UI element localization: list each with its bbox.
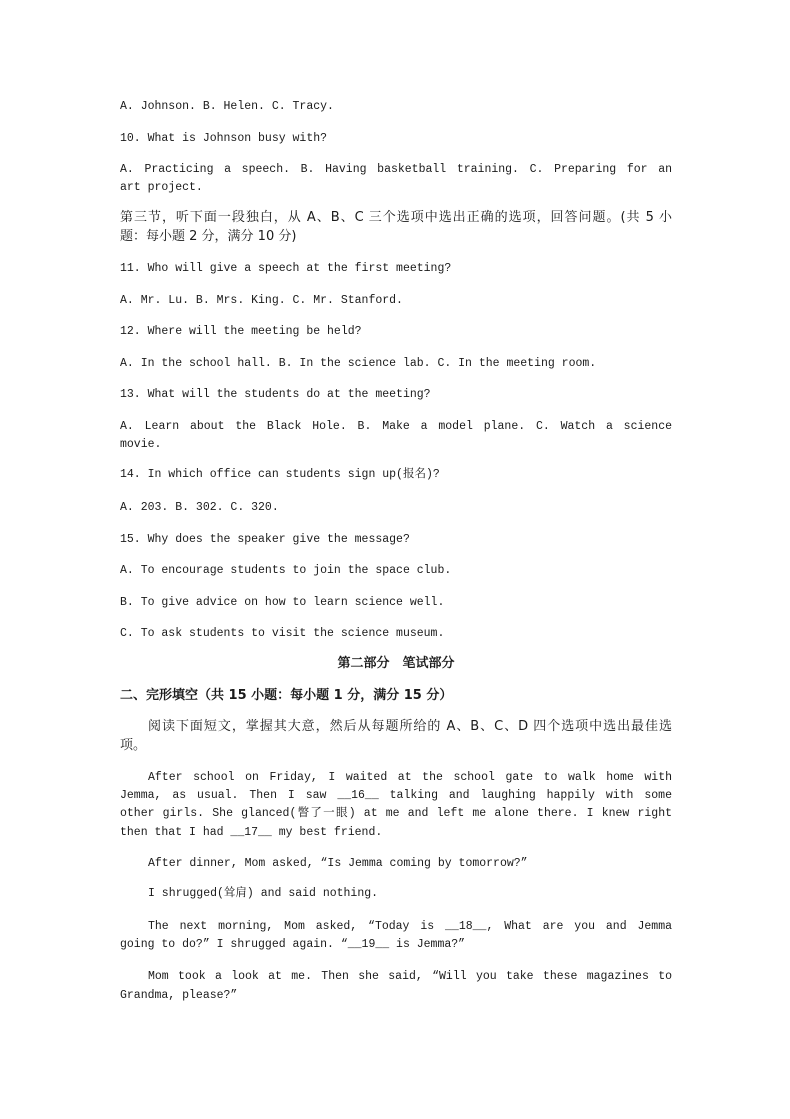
cloze-instruction-line2: 项。 <box>120 738 147 753</box>
passage-p1-line2: Jemma, as usual. Then I saw __16__ talking and laughing happily with some <box>120 789 672 802</box>
part-two-title: 第二部分 笔试部分 <box>337 656 455 671</box>
q10-options-line1: A. Practicing a speech. B. Having basketball training. C. Preparing for an <box>120 163 672 176</box>
section3-instruction-line1: 第三节，听下面一段独白，从 A、B、C 三个选项中选出正确的选项，回答问题。(共 5 小 <box>120 210 672 225</box>
q11-question: 11. Who will give a speech at the first meeting? <box>120 262 452 275</box>
q15-option-b: B. To give advice on how to learn science well. <box>120 596 445 609</box>
q14-options: A. 203. B. 302. C. 320. <box>120 501 279 514</box>
q9-options: A. Johnson. B. Helen. C. Tracy. <box>120 100 334 113</box>
passage-p5-line2: Grandma, please?” <box>120 989 238 1002</box>
passage-p1-line1: After school on Friday, I waited at the school gate to walk home with <box>148 771 672 784</box>
section3-instruction-line2: 题：每小题 2 分，满分 10 分) <box>120 229 297 244</box>
passage-p2: After dinner, Mom asked, “Is Jemma coming by tomorrow?” <box>148 857 528 870</box>
passage-p4-line1: The next morning, Mom asked, “Today is __18__, What are you and Jemma <box>148 920 672 933</box>
passage-p1-line4: then that I had __17__ my best friend. <box>120 826 383 839</box>
q12-options: A. In the school hall. B. In the science lab. C. In the meeting room. <box>120 357 597 370</box>
q15-option-c: C. To ask students to visit the science museum. <box>120 627 445 640</box>
passage-p4-line2: going to do?” I shrugged again. “__19__ is Jemma?” <box>120 938 466 951</box>
q10-question: 10. What is Johnson busy with? <box>120 132 328 145</box>
q13-options-line2: movie. <box>120 438 162 451</box>
cloze-instruction-line1: 阅读下面短文，掌握其大意，然后从每题所给的 A、B、C、D 四个选项中选出最佳选 <box>148 719 672 734</box>
q15-option-a: A. To encourage students to join the space club. <box>120 564 452 577</box>
q12-question: 12. Where will the meeting be held? <box>120 325 362 338</box>
passage-p3: I shrugged(耸肩) and said nothing. <box>148 887 379 900</box>
q11-options: A. Mr. Lu. B. Mrs. King. C. Mr. Stanford. <box>120 294 403 307</box>
q14-question: 14. In which office can students sign up(报名)? <box>120 468 440 481</box>
cloze-section-title: 二、完形填空（共 15 小题：每小题 1 分，满分 15 分） <box>120 688 453 703</box>
passage-p5-line1: Mom took a look at me. Then she said, “Will you take these magazines to <box>148 970 672 983</box>
q15-question: 15. Why does the speaker give the message? <box>120 533 410 546</box>
q13-options-line1: A. Learn about the Black Hole. B. Make a model plane. C. Watch a science <box>120 420 672 433</box>
q13-question: 13. What will the students do at the meeting? <box>120 388 431 401</box>
q10-options-line2: art project. <box>120 181 203 194</box>
passage-p1-line3: other girls. She glanced(瞥了一眼) at me and left me alone there. I knew right <box>120 807 672 820</box>
